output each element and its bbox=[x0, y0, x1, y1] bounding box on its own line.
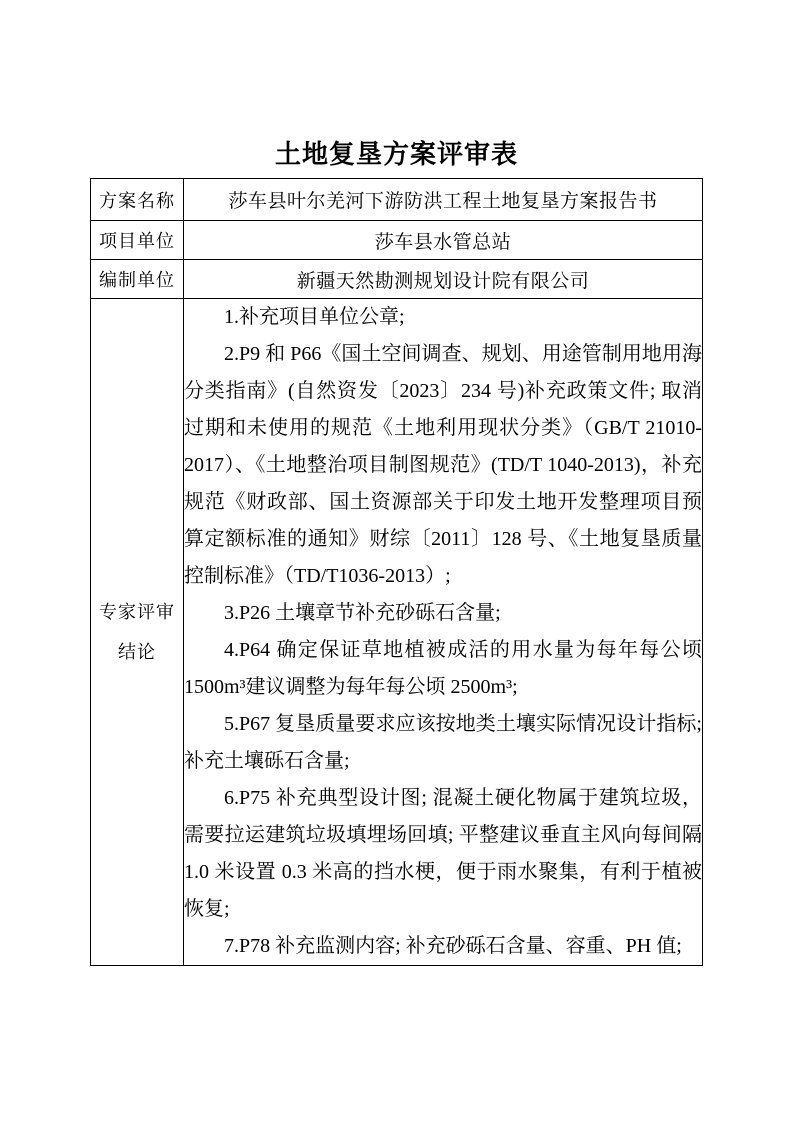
plan-name-value: 莎车县叶尔羌河下游防洪工程土地复垦方案报告书 bbox=[184, 179, 703, 221]
expert-review-label-line1: 专家评审 bbox=[99, 602, 175, 622]
expert-review-label-line2: 结论 bbox=[118, 642, 156, 662]
compiling-unit-value: 新疆天然勘测规划设计院有限公司 bbox=[184, 260, 703, 299]
expert-review-label bbox=[91, 299, 184, 966]
plan-name-label: 方案名称 bbox=[91, 179, 184, 221]
review-paragraph-list bbox=[184, 299, 702, 965]
page-title: 土地复垦方案评审表 bbox=[274, 140, 518, 169]
review-paragraph: 2.P9 和 P66《国土空间调查、规划、用途管制用地用海分类指南》(自然资发〔2023〕234 号)补充政策文件; 取消过期和未使用的规范《土地利用现状分类》（GB/T 21010-2017）、《土地整治项目制图规范》(TD/T 1040-2013)，补充规范《财政部、国土资源部关于印发土地开发整理项目预算定额标准的通知》财综〔2011〕128 号、《土地复垦质量控制标准》（TD/T1036-2013）; bbox=[184, 343, 702, 587]
project-unit-label: 项目单位 bbox=[91, 221, 184, 260]
table-row-compiling-unit bbox=[91, 260, 703, 299]
expert-review-content bbox=[184, 299, 703, 966]
review-paragraph: 5.P67 复垦质量要求应该按地类土壤实际情况设计指标; 补充土壤砾石含量; bbox=[184, 713, 702, 772]
review-paragraph: 7.P78 补充监测内容; 补充砂砾石含量、容重、PH 值; bbox=[224, 935, 682, 957]
review-paragraph: 1.补充项目单位公章; bbox=[224, 306, 405, 328]
review-table bbox=[90, 178, 703, 966]
project-unit-value: 莎车县水管总站 bbox=[184, 221, 703, 260]
compiling-unit-label: 编制单位 bbox=[91, 260, 184, 299]
review-paragraph: 3.P26 土壤章节补充砂砾石含量; bbox=[224, 602, 501, 624]
table-row-project-unit bbox=[91, 221, 703, 260]
table-row-plan-name bbox=[91, 179, 703, 221]
review-paragraph: 6.P75 补充典型设计图; 混凝土硬化物属于建筑垃圾，需要拉运建筑垃圾填埋场回填; 平整建议垂直主风向每间隔 1.0 米设置 0.3 米高的挡水梗，便于雨水聚集，有利于植被恢复; bbox=[184, 787, 702, 920]
table-row-expert-review bbox=[91, 299, 703, 966]
review-paragraph: 4.P64 确定保证草地植被成活的用水量为每年每公顷 1500m³建议调整为每年每公顷 2500m³; bbox=[184, 639, 702, 698]
